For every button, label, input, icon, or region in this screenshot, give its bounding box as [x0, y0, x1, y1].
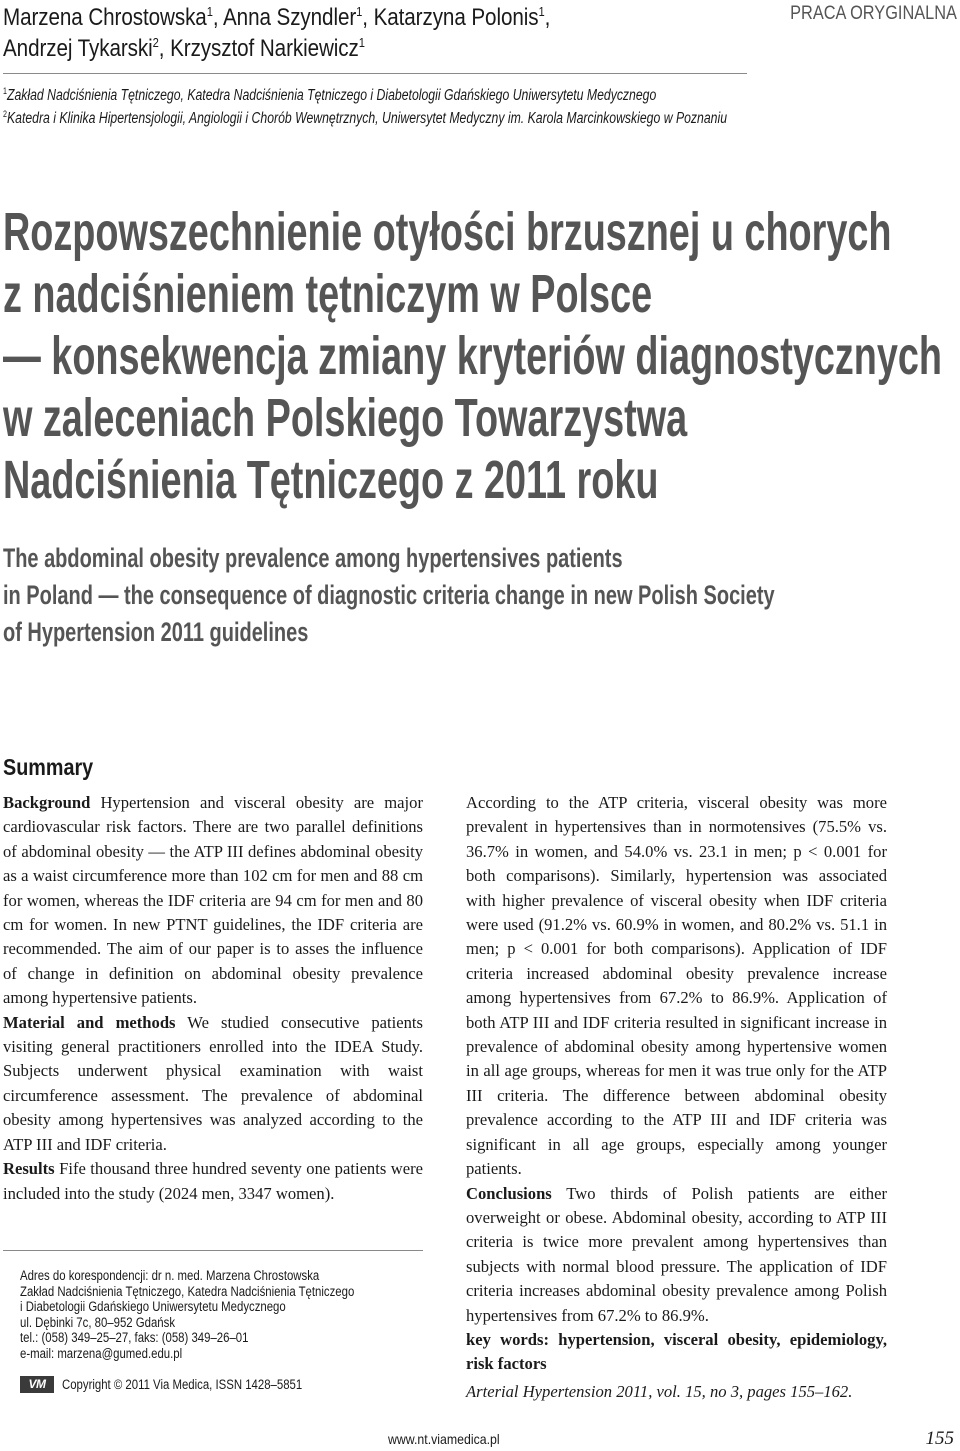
- correspondence-divider: [3, 1250, 423, 1251]
- methods-paragraph: [3, 1011, 423, 1157]
- affiliation-number: 1: [3, 86, 7, 96]
- conclusions-text: Two thirds of Polish patients are either overweight or obese. Abdominal obesity, according to ATP III criteria is twice more prevalent among hypertensives than subjects with normal blood pressure. The application of IDF criteria increases abdominal obesity prevalence among Polish hypertensives from 67.2% to 86.9%.: [466, 1183, 887, 1325]
- author-name: Anna Szyndler: [222, 4, 357, 31]
- title-line: Nadciśnienia Tętniczego z 2011 roku: [3, 450, 659, 510]
- correspondence-line: Zakład Nadciśnienia Tętniczego, Katedra Nadciśnienia Tętniczego: [20, 1283, 355, 1299]
- author-line-2: [3, 33, 605, 64]
- title-line: in Poland — the consequence of diagnostic criteria change in new Polish Society: [3, 580, 775, 610]
- correspondence-line: tel.: (058) 349–25–27, faks: (058) 349–26–01: [20, 1330, 249, 1346]
- author-line-1: [3, 2, 605, 33]
- affiliation-marker: 1: [358, 35, 365, 50]
- author-name: Marzena Chrostowska: [3, 4, 207, 31]
- affiliation-text: Katedra i Klinika Hipertensjologii, Angiologii i Chorób Wewnętrznych, Uniwersytet Medyczny im. Karola Marcinkowskiego w Poznaniu: [6, 110, 728, 127]
- affiliation-marker: 1: [538, 4, 545, 19]
- affiliation-marker: 1: [206, 4, 213, 19]
- english-title: [3, 540, 817, 651]
- header-divider: [3, 73, 747, 74]
- author-name: Katarzyna Polonis: [373, 4, 539, 31]
- title-line: of Hypertension 2011 guidelines: [3, 617, 309, 647]
- copyright-text: Copyright © 2011 Via Medica, ISSN 1428–5851: [62, 1376, 303, 1392]
- background-text: Hypertension and visceral obesity are major cardiovascular risk factors. There are two parallel definitions of abdominal obesity — the ATP III defines abdominal obesity as a waist circumference more than 102 cm for men and 88 cm for women, whereas the IDF criteria are 94 cm for men and 80 cm for women. In new PTNT guidelines, the IDF criteria are recommended. The aim of our paper is to asses the influence of change in definition on abdominal obesity prevalence among hypertensive patients.: [3, 793, 423, 1008]
- affiliations: [3, 84, 793, 130]
- author-separator: ,: [158, 35, 171, 62]
- background-label: Background: [3, 793, 91, 812]
- keywords-values: hypertension, visceral obesity, epidemiology, risk factors: [466, 1329, 887, 1374]
- section-label: PRACA ORYGINALNA: [790, 3, 957, 24]
- keywords-paragraph: [466, 1328, 887, 1377]
- correspondence-email: e-mail: marzena@gumed.edu.pl: [20, 1345, 183, 1361]
- keywords-label: key words:: [466, 1329, 549, 1349]
- correspondence-line: i Diabetologii Gdańskiego Uniwersytetu Medycznego: [20, 1299, 286, 1315]
- affiliation-marker: 1: [356, 4, 363, 19]
- methods-label: Material and methods: [3, 1012, 176, 1032]
- summary-left-column: [3, 791, 423, 1206]
- polish-title: [3, 201, 943, 511]
- correspondence-block: [20, 1268, 462, 1362]
- affiliation-marker: 2: [152, 35, 159, 50]
- copyright-row: [20, 1371, 345, 1397]
- affiliation-line: [3, 84, 793, 107]
- author-name: Andrzej Tykarski: [3, 35, 153, 62]
- results-text: Fife thousand three hundred seventy one patients were included into the study (2024 men, 3347 women).: [3, 1159, 423, 1203]
- citation: Arterial Hypertension 2011, vol. 15, no 3, pages 155–162.: [466, 1381, 853, 1401]
- affiliation-text: Zakład Nadciśnienia Tętniczego, Katedra Nadciśnienia Tętniczego i Diabetologii Gdańskiego Uniwersytetu Medycznego: [6, 87, 657, 104]
- author-name: Krzysztof Narkiewicz: [170, 35, 359, 62]
- author-separator: ,: [544, 4, 551, 31]
- author-separator: ,: [212, 4, 223, 31]
- author-separator: ,: [362, 4, 374, 31]
- title-line: The abdominal obesity prevalence among hypertensives patients: [3, 543, 623, 573]
- footer-url[interactable]: www.nt.viamedica.pl: [388, 1431, 500, 1447]
- author-list: [3, 2, 605, 64]
- methods-text: We studied consecutive patients visiting general practitioners enrolled into the IDEA Study. Subjects underwent physical examination with waist circumference assessment. The prevalence of abdominal obesity among hypertensives was analyzed according to the ATP III and IDF criteria.: [3, 1012, 423, 1154]
- conclusions-label: Conclusions: [466, 1183, 552, 1203]
- background-paragraph: [3, 791, 423, 1011]
- summary-heading: Summary: [3, 754, 94, 780]
- results-continued: According to the ATP criteria, visceral obesity was more prevalent in hypertensives than in normotensives (75.5% vs. 36.7% in women, and 54.0% vs. 23.1 in men; p < 0.001 for both comparisons). Similarly, hypertension was associated with higher prevalence of visceral obesity when IDF criteria were used (91.2% vs. 60.9% in women, and 80.2% vs. 51.1 in men; p < 0.001 for both comparisons). Application of IDF criteria increased abdominal obesity prevalence increase among hypertensives from 67.2% to 86.9%. Application of both ATP III and IDF criteria resulted in significant increase in prevalence of abdominal obesity among hypertensive women in all age groups, whereas for men it was true only for the ATP III criteria. The difference between abdominal obesity prevalence according to the ATP III and IDF criteria was significant in all age groups, especially among younger patients.: [466, 793, 887, 1179]
- title-line: z nadciśnieniem tętniczym w Polsce: [3, 264, 653, 324]
- citation-paragraph: [466, 1380, 887, 1404]
- affiliation-line: [3, 107, 793, 130]
- affiliation-number: 2: [3, 109, 7, 119]
- results-paragraph: [3, 1157, 423, 1206]
- summary-right-column: [466, 791, 887, 1404]
- correspondence-line: ul. Dębinki 7c, 80–952 Gdańsk: [20, 1314, 176, 1330]
- title-line: — konsekwencja zmiany kryteriów diagnostycznych: [3, 326, 943, 386]
- results-label: Results: [3, 1159, 55, 1179]
- via-medica-logo: VM: [20, 1376, 54, 1393]
- page-number: 155: [925, 1428, 954, 1449]
- title-line: w zaleceniach Polskiego Towarzystwa: [3, 388, 688, 448]
- title-line: Rozpowszechnienie otyłości brzusznej u chorych: [3, 202, 892, 262]
- correspondence-line: Adres do korespondencji: dr n. med. Marzena Chrostowska: [20, 1268, 320, 1283]
- conclusions-paragraph: [466, 1182, 887, 1328]
